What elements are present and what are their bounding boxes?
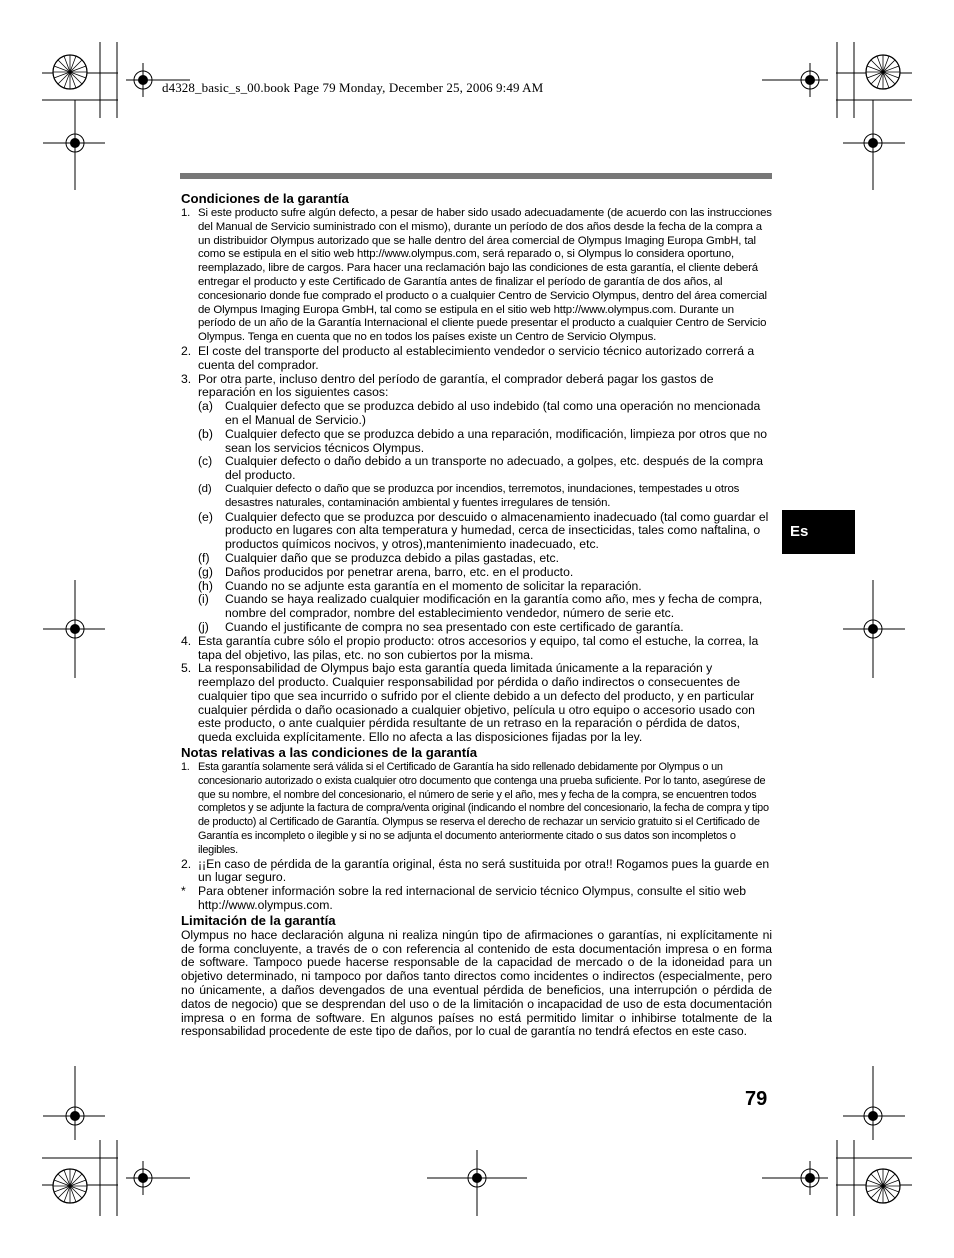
book-info-header: d4328_basic_s_00.book Page 79 Monday, December 25, 2006 9:49 AM (162, 80, 544, 95)
sub-item-number: (f) (198, 550, 210, 565)
sub-item (198, 428, 772, 456)
page-content (181, 191, 772, 1039)
sub-item-text: Cualquier defecto o daño debido a un transporte no adecuado, a golpes, etc. después de la compra del producto. (225, 454, 763, 483)
item-text: Esta garantía cubre sólo el propio producto: otros accesorios y equipo, tal como el estuche, la correa, la tapa del objetivo, las pilas, etc. no son cubiertos por la misma. (198, 633, 759, 662)
item-text: Si este producto sufre algún defecto, a pesar de haber sido usado adecuadamente (de acuerdo con las instrucciones del Manual de Servicio suministrado con el mismo), durante un período de dos años desde la fecha de la compra a un distribuidor Olympus autorizado que se halle dentro del área comercial de Olympus Imaging Europa GmbH, tal como se estipula en el sitio web http://www.olympus.com, será reparado o, si Olympus lo considera oportuno, reemplazado, libre de cargos. Para hacer una reclamación bajo las condiciones de esta garantía, el cliente deberá entregar el producto y este Certificado de Garantía antes de finalizar el período de garantía de dos años, al concesionario donde fue comprado el producto o a cualquier Centro de Servicio Olympus, dentro del área comercial de Olympus Imaging Europa GmbH, tal como se estipula en el sitio web http://www.olympus.com. Durante un período de un año de la Garantía Internacional el cliente puede presentar el producto a cualquier Centro de Servicio Olympus. Tenga en cuenta que no en todos los países existe un Centro de Servicio Olympus. (198, 207, 772, 344)
top-rule (180, 173, 772, 179)
sub-item (198, 483, 772, 511)
sub-item-number: (j) (198, 619, 209, 634)
item-text: El coste del transporte del producto al establecimiento vendedor o servicio técnico autorizado correrá a cuenta del comprador. (198, 343, 755, 372)
item-text: Para obtener información sobre la red internacional de servicio técnico Olympus, consulte el sitio web http://www.olympus.com. (198, 884, 747, 913)
sub-item (198, 511, 772, 552)
sub-item-text: Cualquier defecto que se produzca por descuido o almacenamiento inadecuado (tal como guardar el producto en lugares con alta temperatura y humedad, cerca de insecticidas, tales como naftalina, o productos químicos nocivos, y otros),mantenimiento inadecuado, etc. (225, 509, 769, 552)
sub-item (198, 580, 772, 594)
sub-item-number: (d) (198, 482, 212, 495)
page-number: 79 (745, 1088, 768, 1110)
item-text: Esta garantía solamente será válida si el Certificado de Garantía ha sido rellenado debidamente por Olympus o un concesionario autorizado o exista cualquier otro documento que contenga una prueba suficiente. Por lo tanto, asegúrese de que su nombre, el nombre del concesionario, el número de serie y el año, mes y fecha de la compra, se encuentren todos completos y se adjunte la factura de compra/venta original (indicando el nombre del concesionario, la fecha de compra y tipo de producto) al Certificado de Garantía. Olympus se reserva el derecho de rechazar un servicio gratuito si el Certificado de Garantía es incompleto o ilegible y si no se adjunta el documento anteriormente citado o sus datos son incompletos o ilegibles. (198, 761, 769, 856)
item-number: 3. (181, 371, 192, 386)
sub-item (198, 400, 772, 428)
list-item (181, 635, 772, 663)
list-item (181, 345, 772, 373)
sub-item-number: (c) (198, 454, 213, 469)
sub-item-text: Cuando no se adjunte esta garantía en el momento de solicitar la reparación. (225, 578, 642, 593)
notes-list (181, 761, 772, 913)
item-text: La responsabilidad de Olympus bajo esta garantía queda limitada únicamente a la reparación y reemplazo del producto. Cualquier responsabilidad por pérdida o daño indirectos o consecuentes de cualquier tipo que sea incurrido o sufrido por el cliente debido a un defecto del producto, y en particular cualquier pérdida o daño ocasionado a cualquier objetivo, película u otro equipo o accesorio usado con este producto, o ante cualquier pérdida resultante de un retraso en la reparación o pérdida de datos, queda excluida explícitamente. Ello no afecta a las disposiciones fijadas por la ley. (198, 661, 755, 745)
sub-item-number: (h) (198, 578, 213, 593)
list-item (181, 373, 772, 635)
sub-item-number: (e) (198, 509, 213, 524)
sub-item-text: Cualquier daño que se produzca debido a pilas gastadas, etc. (225, 550, 560, 565)
sub-item (198, 552, 772, 566)
list-item (181, 858, 772, 886)
sub-item-text: Cualquier defecto o daño que se produzca por incendios, terremotos, inundaciones, tempestades u otros desastres naturales, contaminación ambiental y fuentes irregulares de tensión. (225, 482, 740, 509)
item-number: 2. (181, 343, 192, 358)
sub-item-number: (g) (198, 564, 213, 579)
item-number: 4. (181, 633, 192, 648)
sub-item-text: Cualquier defecto que se produzca debido al uso indebido (tal como una operación no mencionada en el Manual de Servicio.) (225, 399, 761, 427)
sub-item-number: (b) (198, 426, 213, 441)
warranty-title: Condiciones de la garantía (181, 191, 349, 206)
sub-item (198, 593, 772, 621)
item-number: * (181, 884, 186, 899)
limitation-title: Limitación de la garantía (181, 912, 336, 928)
warranty-list (181, 207, 772, 745)
list-item (181, 885, 772, 913)
language-tab: Es (782, 510, 855, 554)
item-number: 5. (181, 661, 192, 676)
notes-title: Notas relativas a las condiciones de la garantía (181, 745, 478, 761)
sub-item-number: (a) (198, 399, 213, 414)
sub-item (198, 566, 772, 580)
sub-item-text: Cualquier defecto que se produzca debido a una reparación, modificación, limpieza por otros que no sean los servicios técnicos Olympus. (225, 426, 768, 455)
sub-item-text: Cuando el justificante de compra no sea presentado con este certificado de garantía. (225, 619, 684, 634)
item-text: ¡¡En caso de pérdida de la garantía original, ésta no será sustituida por otra!! Rogamos pues la guarde en un lugar seguro. (198, 856, 770, 885)
sub-item (198, 621, 772, 635)
item-number: 2. (181, 856, 192, 871)
sub-item (198, 455, 772, 483)
list-item (181, 207, 772, 345)
list-item (181, 662, 772, 745)
item-number: 1. (181, 207, 191, 219)
sub-item-text: Daños producidos por penetrar arena, barro, etc. en el producto. (225, 564, 574, 579)
list-item (181, 761, 772, 858)
sub-item-text: Cuando se haya realizado cualquier modificación en la garantía como año, mes y fecha de compra, nombre del comprador, nombre del establecimiento vendedor, número de serie etc. (225, 592, 763, 621)
item-text: Por otra parte, incluso dentro del período de garantía, el comprador deberá pagar los gastos de reparación en los siguientes casos: (198, 371, 714, 400)
limitation-text: Olympus no hace declaración alguna ni realiza ningún tipo de afirmaciones o garantías, ni explícitamente ni de forma concluyente, a través de o con referencia al contenido de esta documentación impresa o en forma de software. Tampoco puede hacerse responsable de la capacidad de mercado o de la idoneidad para un objetivo determinado, ni tampoco por daños tanto directos como incidentes o indirectos (especialmente, pero no únicamente, a daños devengados de una eventual pérdida de beneficios, una interrupción o pérdida de datos de negocio) que se desprendan del uso o de la limitación o incapacidad de uso de esta documentación impresa o en forma de software. En algunos países no está permitido limitar o inhibirse totalmente de la responsabilidad procedente de este tipo de daños, por lo cual de garantía no tendrá efectos en este caso. (181, 927, 772, 1039)
sub-list (198, 400, 772, 635)
sub-item-number: (i) (198, 592, 209, 607)
item-number: 1. (181, 761, 190, 774)
